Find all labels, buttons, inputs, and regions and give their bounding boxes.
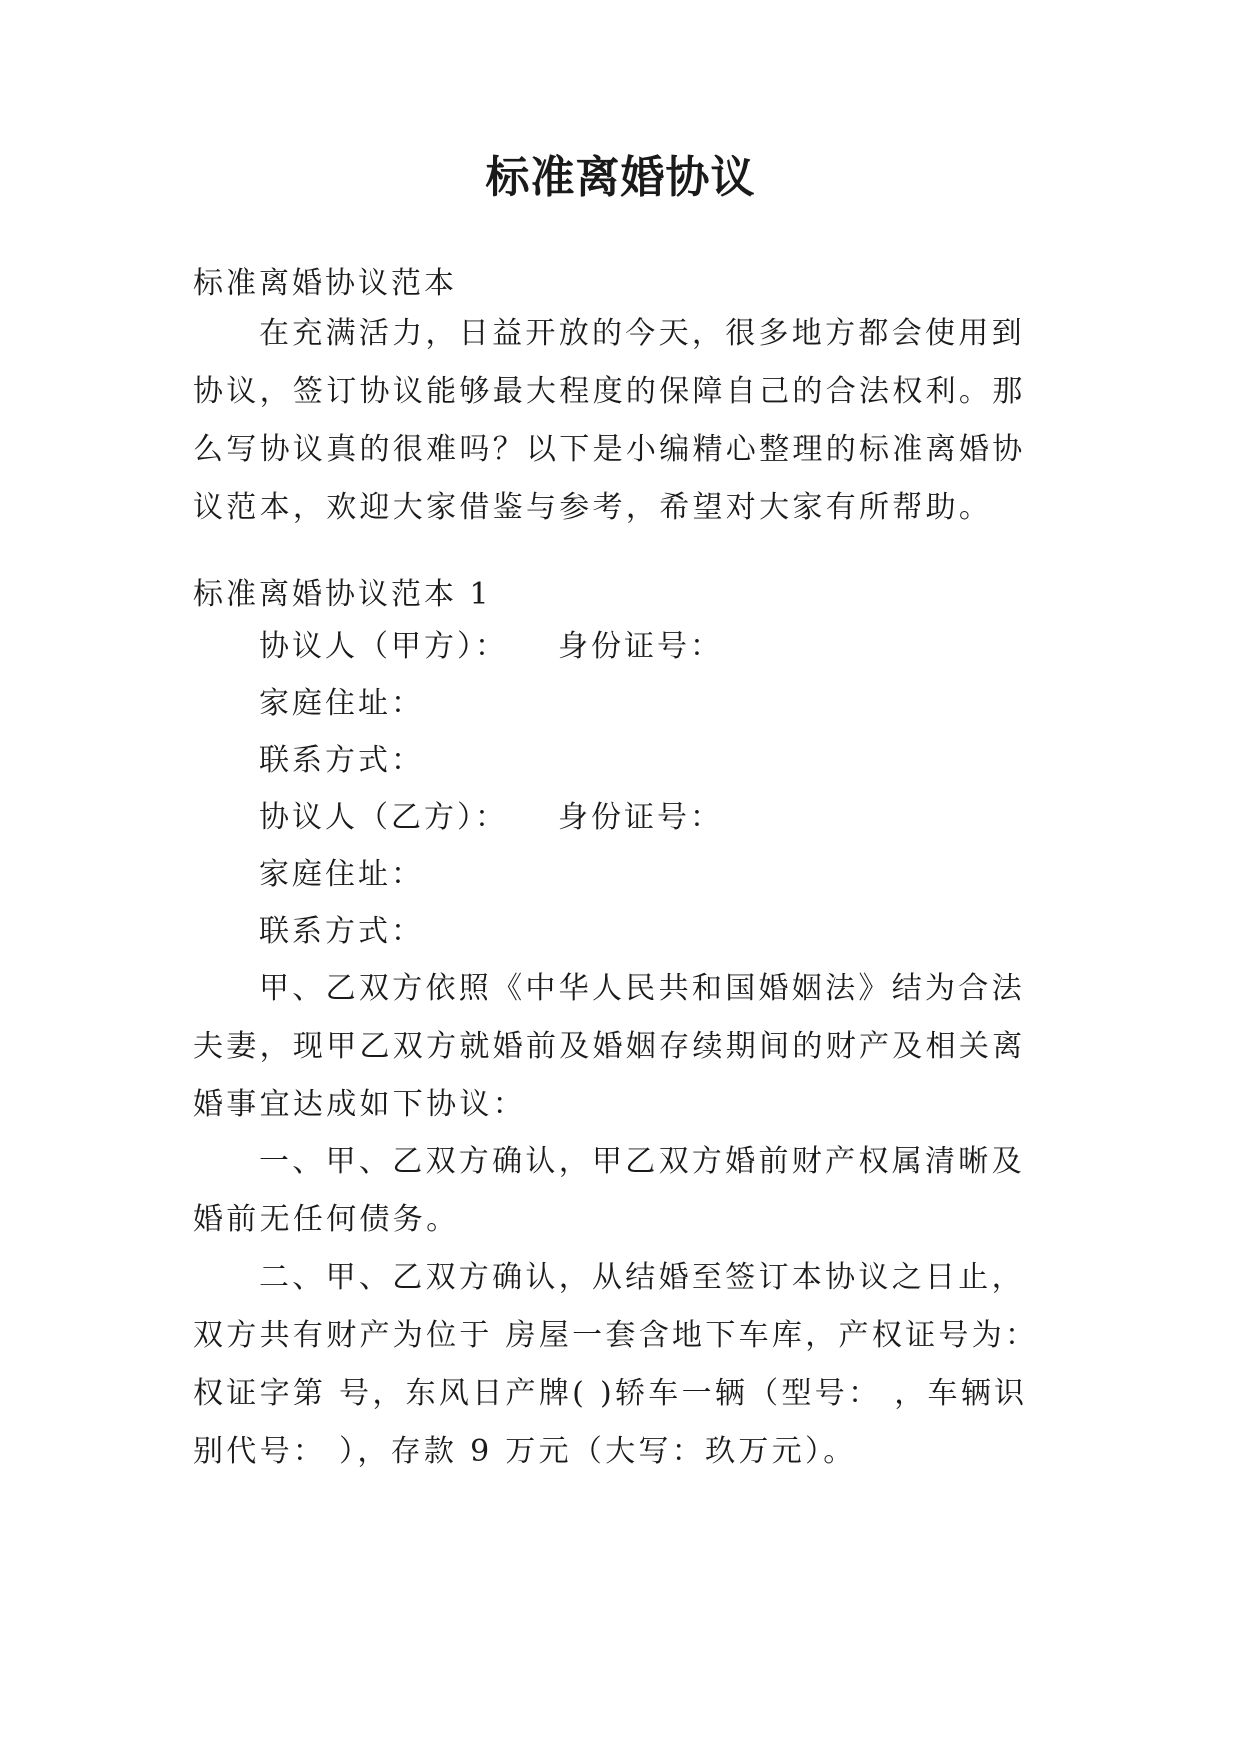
party-a-label: 协议人（甲方）： xyxy=(259,629,508,664)
marriage-paragraph: 甲、乙双方依照《中华人民共和国婚姻法》结为合法夫妻，现甲乙双方就婚前及婚姻存续期间的财产及相关离婚事宜达成如下协议： xyxy=(193,971,1026,1122)
party-b-address: 家庭住址： xyxy=(259,857,424,892)
party-b-contact: 联系方式： xyxy=(259,914,424,949)
clause-1: 一、甲、乙双方确认，甲乙双方婚前财产权属清晰及婚前无任何债务。 xyxy=(193,1144,1025,1237)
intro-heading: 标准离婚协议范本 xyxy=(193,266,457,301)
party-a-contact: 联系方式： xyxy=(259,743,424,778)
clause-2: 二、甲、乙双方确认，从结婚至签订本协议之日止，双方共有财产为位于 房屋一套含地下车库，产权证号为：权证字第 号，东风日产牌( )轿车一辆（型号： ，车辆识别代号： ），存款 9 万元（大写：玖万元）。 xyxy=(193,1260,1039,1469)
party-a-address: 家庭住址： xyxy=(259,686,424,721)
party-b-line xyxy=(259,789,723,847)
party-b-id-label: 身份证号： xyxy=(558,800,723,835)
party-a-line xyxy=(259,618,723,676)
section1-heading: 标准离婚协议范本 1 xyxy=(193,577,492,612)
party-b-label: 协议人（乙方）： xyxy=(259,800,508,835)
intro-paragraph: 在充满活力，日益开放的今天，很多地方都会使用到协议，签订协议能够最大程度的保障自己的合法权利。那么写协议真的很难吗？以下是小编精心整理的标准离婚协议范本，欢迎大家借鉴与参考，希望对大家有所帮助。 xyxy=(193,316,1026,525)
party-a-id-label: 身份证号： xyxy=(558,629,723,664)
document-title: 标准离婚协议 xyxy=(485,152,756,203)
